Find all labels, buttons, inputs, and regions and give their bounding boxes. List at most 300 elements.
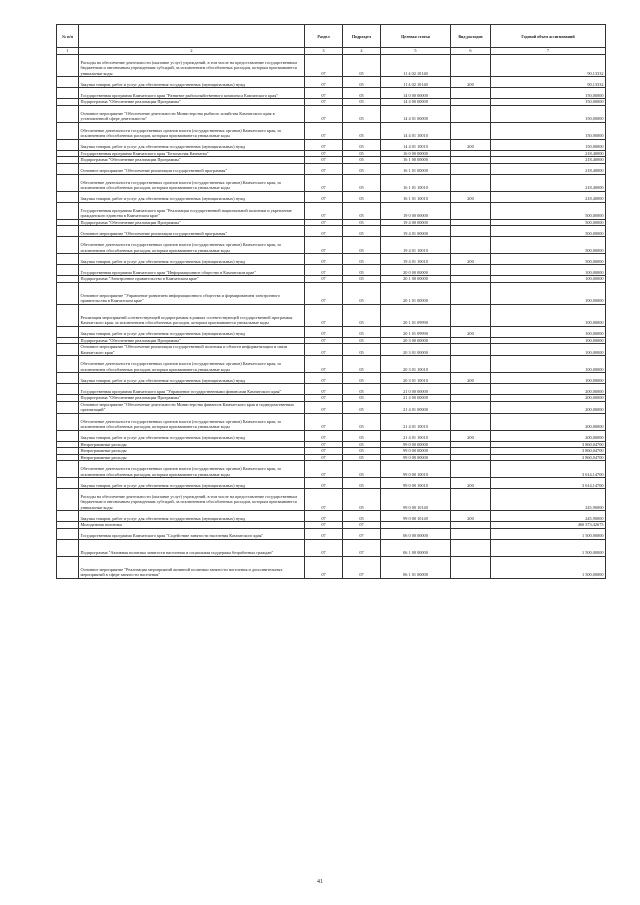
row-expense-type-cell [451, 237, 491, 254]
row-number-cell [57, 401, 79, 413]
row-name-cell: Государственная программа Камчатского края "Безопасная Камчатка" [79, 150, 305, 157]
row-number-cell [57, 139, 79, 150]
row-name-cell: Обеспечение деятельности государственных органов власти (государственных органов) Камчатского края, за исключением обособленных расходов, которым присваиваются уникальные коды [79, 174, 305, 191]
row-name-cell: Расходы на обеспечение деятельности (оказание услуг) учреждений, в том числе на предоставление государственным бюджетным и автономным учреждениям субсидий, за исключением обособленных расходов, которым присваиваются уникальные коды [79, 489, 305, 511]
row-target-item-cell: 20 3 00 00000 [381, 337, 451, 344]
row-subsection-cell: 07 [343, 539, 381, 556]
row-name-cell: Подпрограмма "Обеспечение реализации Программы" [79, 157, 305, 164]
row-section-cell: 07 [305, 395, 343, 402]
row-name-cell: Подпрограмма "Обеспечение реализации Программы" [79, 337, 305, 344]
row-target-item-cell: 20 3 01 10010 [381, 356, 451, 373]
row-section-cell: 07 [305, 326, 343, 337]
row-subsection-cell: 05 [343, 139, 381, 150]
row-amount-cell: 150,00000 [491, 88, 606, 99]
row-section-cell: 07 [305, 556, 343, 578]
row-section-cell: 07 [305, 139, 343, 150]
row-section-cell: 07 [305, 191, 343, 202]
row-amount-cell: 1 500,00000 [491, 539, 606, 556]
row-section-cell: 07 [305, 413, 343, 430]
row-amount-cell: 245,90000 [491, 511, 606, 522]
row-subsection-cell: 05 [343, 326, 381, 337]
row-subsection-cell: 05 [343, 202, 381, 219]
row-expense-type-cell: 200 [451, 77, 491, 88]
row-amount-cell: 3 860,04700 [491, 454, 606, 461]
row-number-cell [57, 373, 79, 384]
table-row [57, 539, 606, 556]
row-expense-type-cell: 200 [451, 511, 491, 522]
row-expense-type-cell [451, 556, 491, 578]
row-subsection-cell: 05 [343, 157, 381, 164]
row-target-item-cell: 16 1 01 10010 [381, 174, 451, 191]
row-number-cell [57, 556, 79, 578]
header-row [57, 25, 606, 48]
row-expense-type-cell [451, 202, 491, 219]
row-section-cell: 07 [305, 430, 343, 441]
row-name-cell: Государственная программа Камчатского края "Реализация государственной национальной политики и укрепление гражданского единства в Камчатском крае" [79, 202, 305, 219]
row-expense-type-cell [451, 304, 491, 326]
row-section-cell: 07 [305, 489, 343, 511]
row-target-item-cell: 19 4 01 10010 [381, 237, 451, 254]
row-target-item-cell: 14 4 01 10010 [381, 122, 451, 139]
row-subsection-cell: 05 [343, 478, 381, 489]
row-number-cell [57, 528, 79, 539]
row-number-cell [57, 430, 79, 441]
row-section-cell: 07 [305, 337, 343, 344]
row-expense-type-cell: 200 [451, 139, 491, 150]
row-amount-cell: 200,00000 [491, 395, 606, 402]
table-row [57, 202, 606, 219]
row-name-cell: Закупка товаров, работ и услуг для обеспечения государственных (муниципальных) нужд [79, 326, 305, 337]
row-subsection-cell: 05 [343, 430, 381, 441]
row-name-cell: Подпрограмма "Обеспечение реализации Программы" [79, 219, 305, 226]
table-row [57, 556, 606, 578]
row-subsection-cell: 05 [343, 304, 381, 326]
row-name-cell: Закупка товаров, работ и услуг для обеспечения государственных (муниципальных) нужд [79, 254, 305, 265]
row-amount-cell: 500,00000 [491, 202, 606, 219]
table-row [57, 413, 606, 430]
row-amount-cell: 90,13332 [491, 55, 606, 77]
row-subsection-cell: 05 [343, 77, 381, 88]
row-name-cell: Подпрограмма "Обеспечение реализации Программы" [79, 99, 305, 106]
row-expense-type-cell [451, 528, 491, 539]
row-amount-cell: 100,00000 [491, 304, 606, 326]
row-amount-cell: 100,00000 [491, 326, 606, 337]
index-cell: 1 [57, 48, 79, 55]
row-name-cell: Закупка товаров, работ и услуг для обеспечения государственных (муниципальных) нужд [79, 373, 305, 384]
row-amount-cell: 218,40000 [491, 174, 606, 191]
row-amount-cell: 200,00000 [491, 430, 606, 441]
row-expense-type-cell [451, 282, 491, 304]
row-subsection-cell: 05 [343, 356, 381, 373]
index-cell: 6 [451, 48, 491, 55]
index-cell: 3 [305, 48, 343, 55]
row-expense-type-cell [451, 539, 491, 556]
row-subsection-cell: 05 [343, 461, 381, 478]
row-section-cell: 07 [305, 528, 343, 539]
row-amount-cell: 500,00000 [491, 226, 606, 237]
row-amount-cell: 218,40000 [491, 150, 606, 157]
row-number-cell [57, 254, 79, 265]
row-subsection-cell: 05 [343, 401, 381, 413]
row-name-cell: Основное мероприятие "Обеспечение реализации государственной программы" [79, 226, 305, 237]
row-number-cell [57, 344, 79, 356]
table-row [57, 489, 606, 511]
row-subsection-cell: 07 [343, 522, 381, 529]
row-section-cell: 07 [305, 522, 343, 529]
row-expense-type-cell [451, 122, 491, 139]
table-row [57, 254, 606, 265]
row-subsection-cell: 05 [343, 511, 381, 522]
row-expense-type-cell [451, 105, 491, 122]
row-target-item-cell: 99 0 00 00000 [381, 454, 451, 461]
row-section-cell: 07 [305, 174, 343, 191]
row-amount-cell: 460 573,42675 [491, 522, 606, 529]
row-name-cell: Государственная программа Камчатского края "Развитие рыбохозяйственного комплекса Камчатского края" [79, 88, 305, 99]
row-expense-type-cell [451, 265, 491, 276]
page-number: 41 [317, 879, 323, 885]
row-amount-cell: 100,00000 [491, 337, 606, 344]
table-row [57, 105, 606, 122]
table-row [57, 265, 606, 276]
row-expense-type-cell: 200 [451, 430, 491, 441]
row-amount-cell: 3 614,14700 [491, 478, 606, 489]
row-target-item-cell: 06 0 00 00000 [381, 528, 451, 539]
index-cell: 4 [343, 48, 381, 55]
row-expense-type-cell [451, 174, 491, 191]
row-section-cell: 07 [305, 254, 343, 265]
table-row [57, 77, 606, 88]
row-section-cell: 07 [305, 202, 343, 219]
index-cell: 2 [79, 48, 305, 55]
header-target-item: Целевая статья [381, 25, 451, 48]
row-target-item-cell: 21 4 00 00000 [381, 395, 451, 402]
header-section: Раздел [305, 25, 343, 48]
row-name-cell: Государственная программа Камчатского края "Информационное общество в Камчатском крае" [79, 265, 305, 276]
row-expense-type-cell [451, 489, 491, 511]
row-section-cell: 07 [305, 55, 343, 77]
row-target-item-cell: 21 0 00 00000 [381, 384, 451, 395]
row-name-cell: Расходы на обеспечение деятельности (оказание услуг) учреждений, в том числе на предоставление государственным бюджетным и автономным учреждениям субсидий, за исключением обособленных расходов, которым присваиваются уникальные коды [79, 55, 305, 77]
table-row [57, 174, 606, 191]
row-number-cell [57, 511, 79, 522]
row-section-cell: 07 [305, 276, 343, 283]
row-target-item-cell: 16 1 01 10010 [381, 191, 451, 202]
row-name-cell: Обеспечение деятельности государственных органов власти (государственных органов) Камчатского края, за исключением обособленных расходов, которым присваиваются уникальные коды [79, 356, 305, 373]
row-expense-type-cell [451, 356, 491, 373]
table-row [57, 511, 606, 522]
index-cell: 5 [381, 48, 451, 55]
row-subsection-cell: 05 [343, 454, 381, 461]
row-name-cell: Закупка товаров, работ и услуг для обеспечения государственных (муниципальных) нужд [79, 139, 305, 150]
table-row [57, 191, 606, 202]
row-target-item-cell: 19 4 01 00000 [381, 226, 451, 237]
table-row [57, 163, 606, 174]
row-name-cell: Государственная программа Камчатского края "Управление государственными финансами Камчатского края" [79, 384, 305, 395]
row-number-cell [57, 489, 79, 511]
row-name-cell: Обеспечение деятельности государственных органов власти (государственных органов) Камчатского края, за исключением обособленных расходов, которым присваиваются уникальные коды [79, 461, 305, 478]
row-name-cell: Непрограммные расходы [79, 448, 305, 455]
row-target-item-cell: 20 1 01 00000 [381, 282, 451, 304]
table-row [57, 139, 606, 150]
row-number-cell [57, 304, 79, 326]
row-target-item-cell: 14 4 01 00000 [381, 105, 451, 122]
row-section-cell: 07 [305, 448, 343, 455]
row-number-cell [57, 174, 79, 191]
header-subsection: Подраздел [343, 25, 381, 48]
row-expense-type-cell [451, 55, 491, 77]
header-name [79, 25, 305, 48]
row-subsection-cell: 05 [343, 105, 381, 122]
row-target-item-cell: 99 0 00 10010 [381, 461, 451, 478]
row-expense-type-cell [451, 88, 491, 99]
row-name-cell: Основное мероприятие "Обеспечение реализации государственной программы" [79, 163, 305, 174]
index-cell: 7 [491, 48, 606, 55]
row-target-item-cell: 99 0 00 10140 [381, 489, 451, 511]
row-section-cell: 07 [305, 88, 343, 99]
row-section-cell: 07 [305, 401, 343, 413]
row-expense-type-cell: 200 [451, 373, 491, 384]
row-subsection-cell: 05 [343, 174, 381, 191]
row-name-cell: Непрограммные расходы [79, 441, 305, 448]
row-number-cell [57, 461, 79, 478]
row-amount-cell: 500,00000 [491, 237, 606, 254]
row-amount-cell: 218,40000 [491, 157, 606, 164]
row-amount-cell: 150,00000 [491, 122, 606, 139]
header-annual-amount: Годовой объем ассигнований [491, 25, 606, 48]
row-name-cell: Основное мероприятие "Обеспечение деятельности Министерства рыбного хозяйства Камчатского края в установленной сфере деятельности" [79, 105, 305, 122]
row-target-item-cell: 20 0 00 00000 [381, 265, 451, 276]
table-row [57, 373, 606, 384]
row-section-cell: 07 [305, 237, 343, 254]
row-amount-cell: 100,00000 [491, 282, 606, 304]
row-subsection-cell: 05 [343, 344, 381, 356]
row-expense-type-cell: 200 [451, 326, 491, 337]
row-subsection-cell: 05 [343, 413, 381, 430]
row-amount-cell: 218,40000 [491, 163, 606, 174]
header-number: № п/п [57, 25, 79, 48]
row-subsection-cell: 05 [343, 489, 381, 511]
row-section-cell: 07 [305, 265, 343, 276]
row-section-cell: 07 [305, 150, 343, 157]
row-number-cell [57, 282, 79, 304]
row-target-item-cell: 21 4 01 10010 [381, 413, 451, 430]
row-number-cell [57, 265, 79, 276]
row-expense-type-cell: 200 [451, 478, 491, 489]
row-target-item-cell: 14 4 00 00000 [381, 99, 451, 106]
row-subsection-cell: 05 [343, 99, 381, 106]
row-amount-cell: 150,00000 [491, 105, 606, 122]
row-name-cell: Основное мероприятие "Управление развитием информационного общества и формированием электронного правительства в Камчатском крае" [79, 282, 305, 304]
row-target-item-cell: 16 1 00 00000 [381, 157, 451, 164]
row-name-cell: Подпрограмма "Активная политика занятости населения и социальная поддержка безработных граждан" [79, 539, 305, 556]
row-amount-cell: 100,00000 [491, 344, 606, 356]
row-target-item-cell: 11 4 02 10140 [381, 55, 451, 77]
row-section-cell: 07 [305, 282, 343, 304]
row-section-cell: 07 [305, 539, 343, 556]
row-amount-cell: 500,00000 [491, 254, 606, 265]
row-subsection-cell: 05 [343, 265, 381, 276]
row-name-cell: Закупка товаров, работ и услуг для обеспечения государственных (муниципальных) нужд [79, 511, 305, 522]
row-expense-type-cell: 200 [451, 254, 491, 265]
row-subsection-cell: 05 [343, 122, 381, 139]
row-amount-cell: 100,00000 [491, 356, 606, 373]
row-number-cell [57, 356, 79, 373]
row-target-item-cell: 19 4 00 00000 [381, 219, 451, 226]
table-row [57, 304, 606, 326]
table-row [57, 461, 606, 478]
row-amount-cell: 100,00000 [491, 373, 606, 384]
header-expense-type: Вид расходов [451, 25, 491, 48]
table-row [57, 237, 606, 254]
row-subsection-cell: 05 [343, 282, 381, 304]
row-amount-cell: 218,40000 [491, 191, 606, 202]
row-amount-cell: 90,13332 [491, 77, 606, 88]
row-section-cell: 07 [305, 344, 343, 356]
row-section-cell: 07 [305, 461, 343, 478]
row-subsection-cell: 05 [343, 384, 381, 395]
row-subsection-cell: 07 [343, 556, 381, 578]
row-amount-cell: 1 500,00000 [491, 556, 606, 578]
row-number-cell [57, 55, 79, 77]
row-number-cell [57, 191, 79, 202]
row-subsection-cell: 05 [343, 55, 381, 77]
row-number-cell [57, 326, 79, 337]
table-row [57, 344, 606, 356]
row-number-cell [57, 539, 79, 556]
row-name-cell: Основное мероприятие "Обеспечение деятельности Министерства финансов Камчатского края и подведомственных организаций" [79, 401, 305, 413]
row-amount-cell: 150,00000 [491, 99, 606, 106]
table-row [57, 88, 606, 99]
row-number-cell [57, 237, 79, 254]
row-number-cell [57, 478, 79, 489]
table-row [57, 55, 606, 77]
row-amount-cell: 3 860,04700 [491, 448, 606, 455]
row-subsection-cell: 05 [343, 337, 381, 344]
row-target-item-cell: 19 4 01 10010 [381, 254, 451, 265]
row-target-item-cell: 21 4 01 10010 [381, 430, 451, 441]
row-amount-cell: 200,00000 [491, 384, 606, 395]
row-section-cell: 07 [305, 384, 343, 395]
table-row [57, 356, 606, 373]
row-target-item-cell: 14 4 01 10010 [381, 139, 451, 150]
row-amount-cell: 200,00000 [491, 413, 606, 430]
row-target-item-cell: 21 4 01 00000 [381, 401, 451, 413]
row-target-item-cell: 99 0 00 00000 [381, 441, 451, 448]
row-section-cell: 07 [305, 219, 343, 226]
budget-table [56, 24, 606, 579]
row-subsection-cell: 05 [343, 254, 381, 265]
row-subsection-cell: 05 [343, 88, 381, 99]
row-subsection-cell: 05 [343, 191, 381, 202]
table-row [57, 528, 606, 539]
row-subsection-cell: 05 [343, 226, 381, 237]
row-amount-cell: 200,00000 [491, 401, 606, 413]
row-section-cell: 07 [305, 511, 343, 522]
row-target-item-cell: 19 0 00 00000 [381, 202, 451, 219]
row-number-cell [57, 413, 79, 430]
row-name-cell: Непрограммные расходы [79, 454, 305, 461]
row-name-cell: Молодежная политика [79, 522, 305, 529]
row-target-item-cell: 06 1 00 00000 [381, 539, 451, 556]
column-index-row [57, 48, 606, 55]
table-row [57, 122, 606, 139]
row-section-cell: 07 [305, 122, 343, 139]
row-name-cell: Обеспечение деятельности государственных органов власти (государственных органов) Камчатского края, за исключением обособленных расходов, которым присваиваются уникальные коды [79, 237, 305, 254]
row-number-cell [57, 226, 79, 237]
row-subsection-cell: 05 [343, 163, 381, 174]
table-row [57, 384, 606, 395]
row-amount-cell: 3 860,04700 [491, 441, 606, 448]
row-section-cell: 07 [305, 77, 343, 88]
table-row [57, 226, 606, 237]
row-section-cell: 07 [305, 373, 343, 384]
row-expense-type-cell [451, 461, 491, 478]
row-section-cell: 07 [305, 157, 343, 164]
row-target-item-cell: 20 1 00 00000 [381, 276, 451, 283]
table-row [57, 282, 606, 304]
row-section-cell: 07 [305, 163, 343, 174]
row-subsection-cell: 05 [343, 448, 381, 455]
row-number-cell [57, 88, 79, 99]
row-target-item-cell: 06 1 01 00000 [381, 556, 451, 578]
row-amount-cell: 500,00000 [491, 219, 606, 226]
row-number-cell [57, 105, 79, 122]
row-target-item-cell: 14 0 00 00000 [381, 88, 451, 99]
row-number-cell [57, 122, 79, 139]
row-subsection-cell: 05 [343, 237, 381, 254]
row-number-cell [57, 384, 79, 395]
row-subsection-cell: 05 [343, 276, 381, 283]
row-section-cell: 07 [305, 478, 343, 489]
row-number-cell [57, 163, 79, 174]
row-amount-cell: 245,90000 [491, 489, 606, 511]
row-name-cell: Закупка товаров, работ и услуг для обеспечения государственных (муниципальных) нужд [79, 478, 305, 489]
row-name-cell: Закупка товаров, работ и услуг для обеспечения государственных (муниципальных) нужд [79, 77, 305, 88]
row-section-cell: 07 [305, 226, 343, 237]
row-target-item-cell: 16 0 00 00000 [381, 150, 451, 157]
row-expense-type-cell [451, 226, 491, 237]
row-target-item-cell: 99 0 00 10010 [381, 478, 451, 489]
row-section-cell: 07 [305, 356, 343, 373]
row-target-item-cell: 20 3 01 00000 [381, 344, 451, 356]
row-number-cell [57, 202, 79, 219]
row-expense-type-cell [451, 344, 491, 356]
row-target-item-cell: 20 3 01 10010 [381, 373, 451, 384]
row-name-cell: Обеспечение деятельности государственных органов власти (государственных органов) Камчатского края, за исключением обособленных расходов, которым присваиваются уникальные коды [79, 122, 305, 139]
row-subsection-cell: 07 [343, 528, 381, 539]
row-target-item-cell: 99 0 00 10140 [381, 511, 451, 522]
row-expense-type-cell [451, 163, 491, 174]
row-target-item-cell: 16 1 01 00000 [381, 163, 451, 174]
row-target-item-cell: 11 4 02 10140 [381, 77, 451, 88]
row-target-item-cell: 20 1 01 09990 [381, 304, 451, 326]
row-section-cell: 07 [305, 99, 343, 106]
row-name-cell: Подпрограмма "Обеспечение реализации Программы" [79, 395, 305, 402]
row-amount-cell: 150,00000 [491, 139, 606, 150]
row-section-cell: 07 [305, 454, 343, 461]
row-subsection-cell: 05 [343, 373, 381, 384]
row-amount-cell: 3 614,14700 [491, 461, 606, 478]
row-expense-type-cell [451, 401, 491, 413]
table-row [57, 401, 606, 413]
row-name-cell: Основное мероприятие "Обеспечение реализации государственной политики и области информатизации и связи Камчатского края" [79, 344, 305, 356]
row-name-cell: Реализация мероприятий соответствующей подпрограммы в рамках соответствующей государственной программы Камчатского края, за исключением обособленных расходов, которым присваиваются уникальные коды [79, 304, 305, 326]
table-row [57, 326, 606, 337]
row-subsection-cell: 05 [343, 395, 381, 402]
row-subsection-cell: 05 [343, 150, 381, 157]
row-amount-cell: 1 500,00000 [491, 528, 606, 539]
row-target-item-cell: 20 1 01 09990 [381, 326, 451, 337]
